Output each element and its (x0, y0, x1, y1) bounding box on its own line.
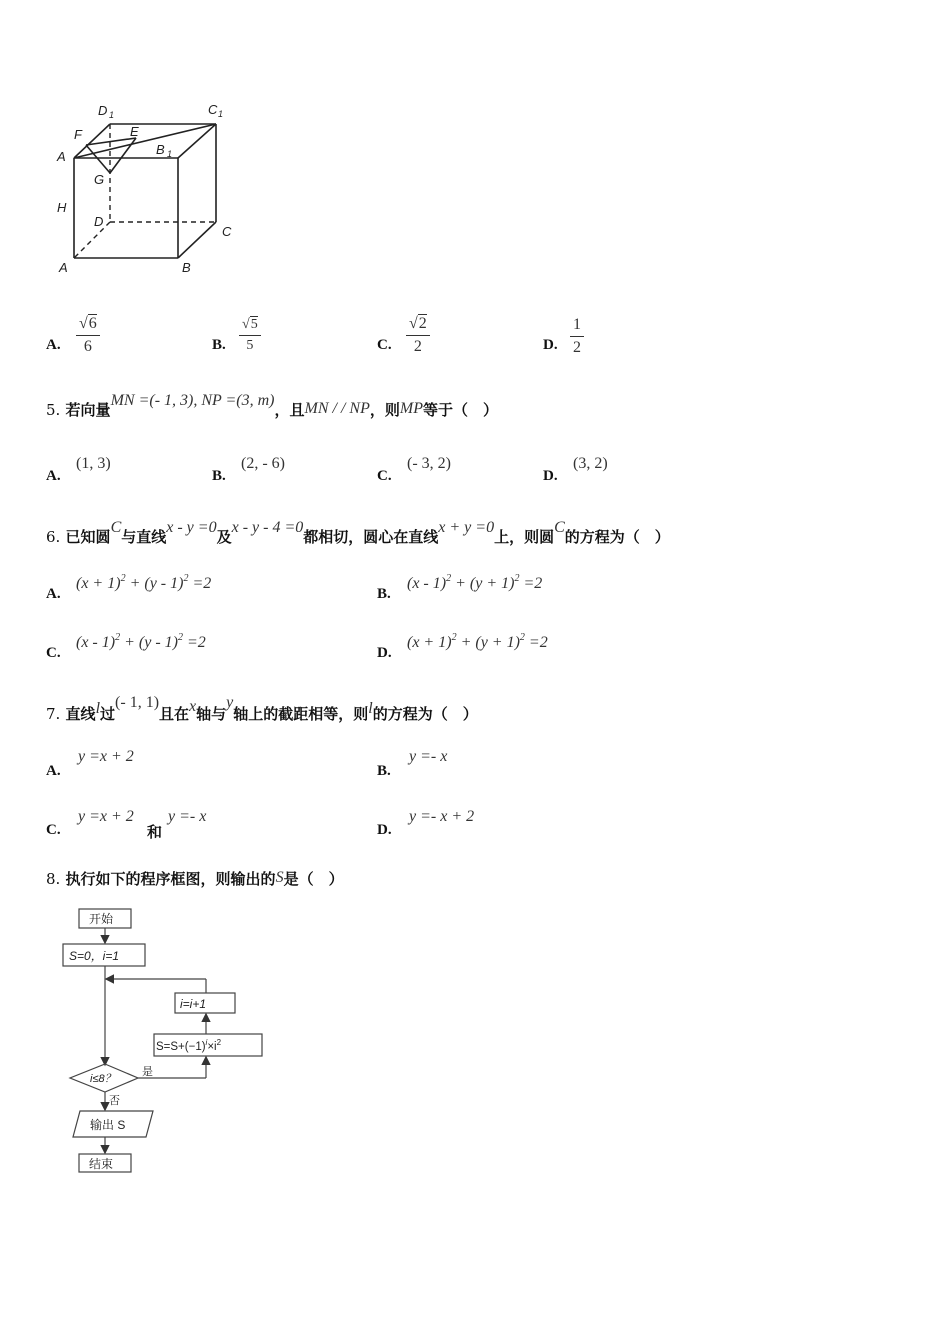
flowchart-output-label: 输出 S (90, 1118, 126, 1132)
option-value: (2, - 6) (241, 455, 285, 472)
question-6 (46, 519, 670, 547)
flowchart-yes-label: 是 (142, 1066, 153, 1078)
cube-figure (50, 98, 240, 280)
cube-label: D (98, 103, 108, 118)
question-text: 的方程为（ ） (564, 528, 670, 546)
question-math: x + y =0 (438, 519, 495, 536)
cube-diagonal (74, 124, 216, 158)
question-math: C (110, 519, 122, 536)
flowchart (60, 904, 280, 1178)
question-text: 过 (100, 705, 116, 723)
option-value: (x - 1)$^2$ + (y - 1)$^2$ =2 (76, 632, 206, 651)
option-value: y =- x + 2 (409, 808, 475, 825)
option-label: B. (377, 586, 391, 602)
question-number: 5. (46, 401, 61, 419)
question-7 (46, 694, 478, 724)
question-math: x - y - 4 =0 (231, 519, 304, 536)
cube-label: C (222, 224, 232, 239)
option-label: C. (377, 337, 392, 353)
cube-label: B (156, 142, 165, 157)
cube-label: A (57, 149, 66, 164)
cube-label: F (74, 127, 82, 142)
flowchart-update-label: $S=S+(-1)^i\times i^2$ (156, 1038, 222, 1053)
option-label: A. (46, 337, 61, 353)
question-number: 8. (46, 870, 61, 888)
question-text: 已知圆 (65, 528, 111, 546)
flowchart-increment-label: i=i+1 (180, 997, 207, 1011)
flowchart-start-label: 开始 (89, 912, 114, 926)
cube-label: 1 (167, 149, 173, 159)
cube-segment (110, 138, 136, 173)
option-value: $\frac{√6}{6}$ (76, 314, 100, 356)
cube-label: A (59, 260, 68, 275)
option-value: (- 3, 2) (407, 455, 451, 472)
cube-label: 1 (218, 109, 224, 119)
question-text: 都相切，圆心在直线 (303, 528, 439, 546)
question-math: x (189, 698, 197, 715)
question-text: 轴上的截距相等，则 (233, 705, 369, 723)
option-label: A. (46, 586, 61, 602)
question-text: 执行如下的程序框图，则输出的 (65, 870, 276, 888)
flowchart-end-label: 结束 (89, 1157, 114, 1171)
option-value: y =x + 2 (78, 808, 134, 825)
option-label: B. (212, 337, 226, 353)
option-value: $(x - 1)^2 + (y + 1)^2 =2$ (407, 573, 543, 592)
flowchart-no-label: 否 (109, 1095, 120, 1107)
option-joiner: 和 (147, 823, 163, 841)
flowchart-condition-label: i≤8？ (90, 1073, 116, 1085)
cube-label: C (208, 102, 218, 117)
option-value: y =- x (409, 748, 448, 765)
question-number: 6. (46, 528, 61, 546)
cube-edge (178, 222, 216, 258)
cube-label: D (94, 214, 104, 229)
question-8 (46, 868, 344, 889)
question-math: (- 1, 1) (115, 694, 160, 711)
question-text: ，且 (274, 401, 305, 419)
option-label: A. (46, 763, 61, 779)
question-text: 且在 (159, 705, 190, 723)
question-text: 的方程为（ ） (372, 705, 478, 723)
cube-label: 1 (109, 110, 115, 120)
cube-label: B (182, 260, 191, 275)
question-text: ，则 (369, 401, 400, 419)
cube-segment (86, 145, 110, 173)
option-value: $\frac{√2}{2}$ (406, 314, 430, 356)
question-math: x - y =0 (166, 519, 217, 536)
option-value: $\frac{√5}{5}$ (239, 316, 261, 354)
option-label: D. (543, 468, 558, 484)
question-text: 等于（ ） (423, 401, 499, 419)
option-value: $\frac{1}{2}$ (570, 316, 584, 357)
question-math: MN =(- 1, 3), NP =(3, m) (110, 392, 275, 409)
question-text: 与直线 (121, 528, 167, 546)
question-math: MP (399, 400, 423, 417)
question-text: 直线 (65, 705, 96, 723)
cube-label: E (130, 124, 139, 139)
option-label: A. (46, 468, 61, 484)
option-value: y =x + 2 (78, 748, 134, 765)
question-text: 上，则圆 (494, 528, 555, 546)
question-text: 若向量 (65, 401, 111, 419)
option-value: y =- x (168, 808, 207, 825)
option-label: C. (46, 645, 61, 661)
question-text: 轴与 (196, 705, 227, 723)
question-math: S (275, 869, 284, 886)
cube-label: H (57, 200, 67, 215)
option-label: B. (377, 763, 391, 779)
option-label: B. (212, 468, 226, 484)
cube-hidden-edge (74, 222, 110, 258)
question-math: MN / / NP (304, 400, 370, 417)
question-math: l (368, 700, 373, 717)
question-text: 及 (216, 528, 232, 546)
option-value: (3, 2) (573, 455, 608, 472)
option-label: D. (543, 337, 558, 353)
option-value: $(x + 1)^2 + (y - 1)^2 =2$ (76, 573, 212, 592)
question-math: y (226, 694, 234, 711)
option-label: C. (46, 822, 61, 838)
question-math: C (554, 519, 565, 536)
question-math: l (95, 700, 101, 717)
option-label: D. (377, 645, 392, 661)
question-5 (46, 392, 499, 420)
option-value: $(x + 1)^2 + (y + 1)^2 =2$ (407, 632, 548, 651)
option-label: D. (377, 822, 392, 838)
option-value: (1, 3) (76, 455, 111, 472)
question-number: 7. (46, 705, 61, 723)
option-label: C. (377, 468, 392, 484)
cube-label: G (94, 172, 105, 187)
question-text: 是（ ） (283, 870, 344, 888)
flowchart-init-label: S=0，i=1 (69, 949, 120, 963)
